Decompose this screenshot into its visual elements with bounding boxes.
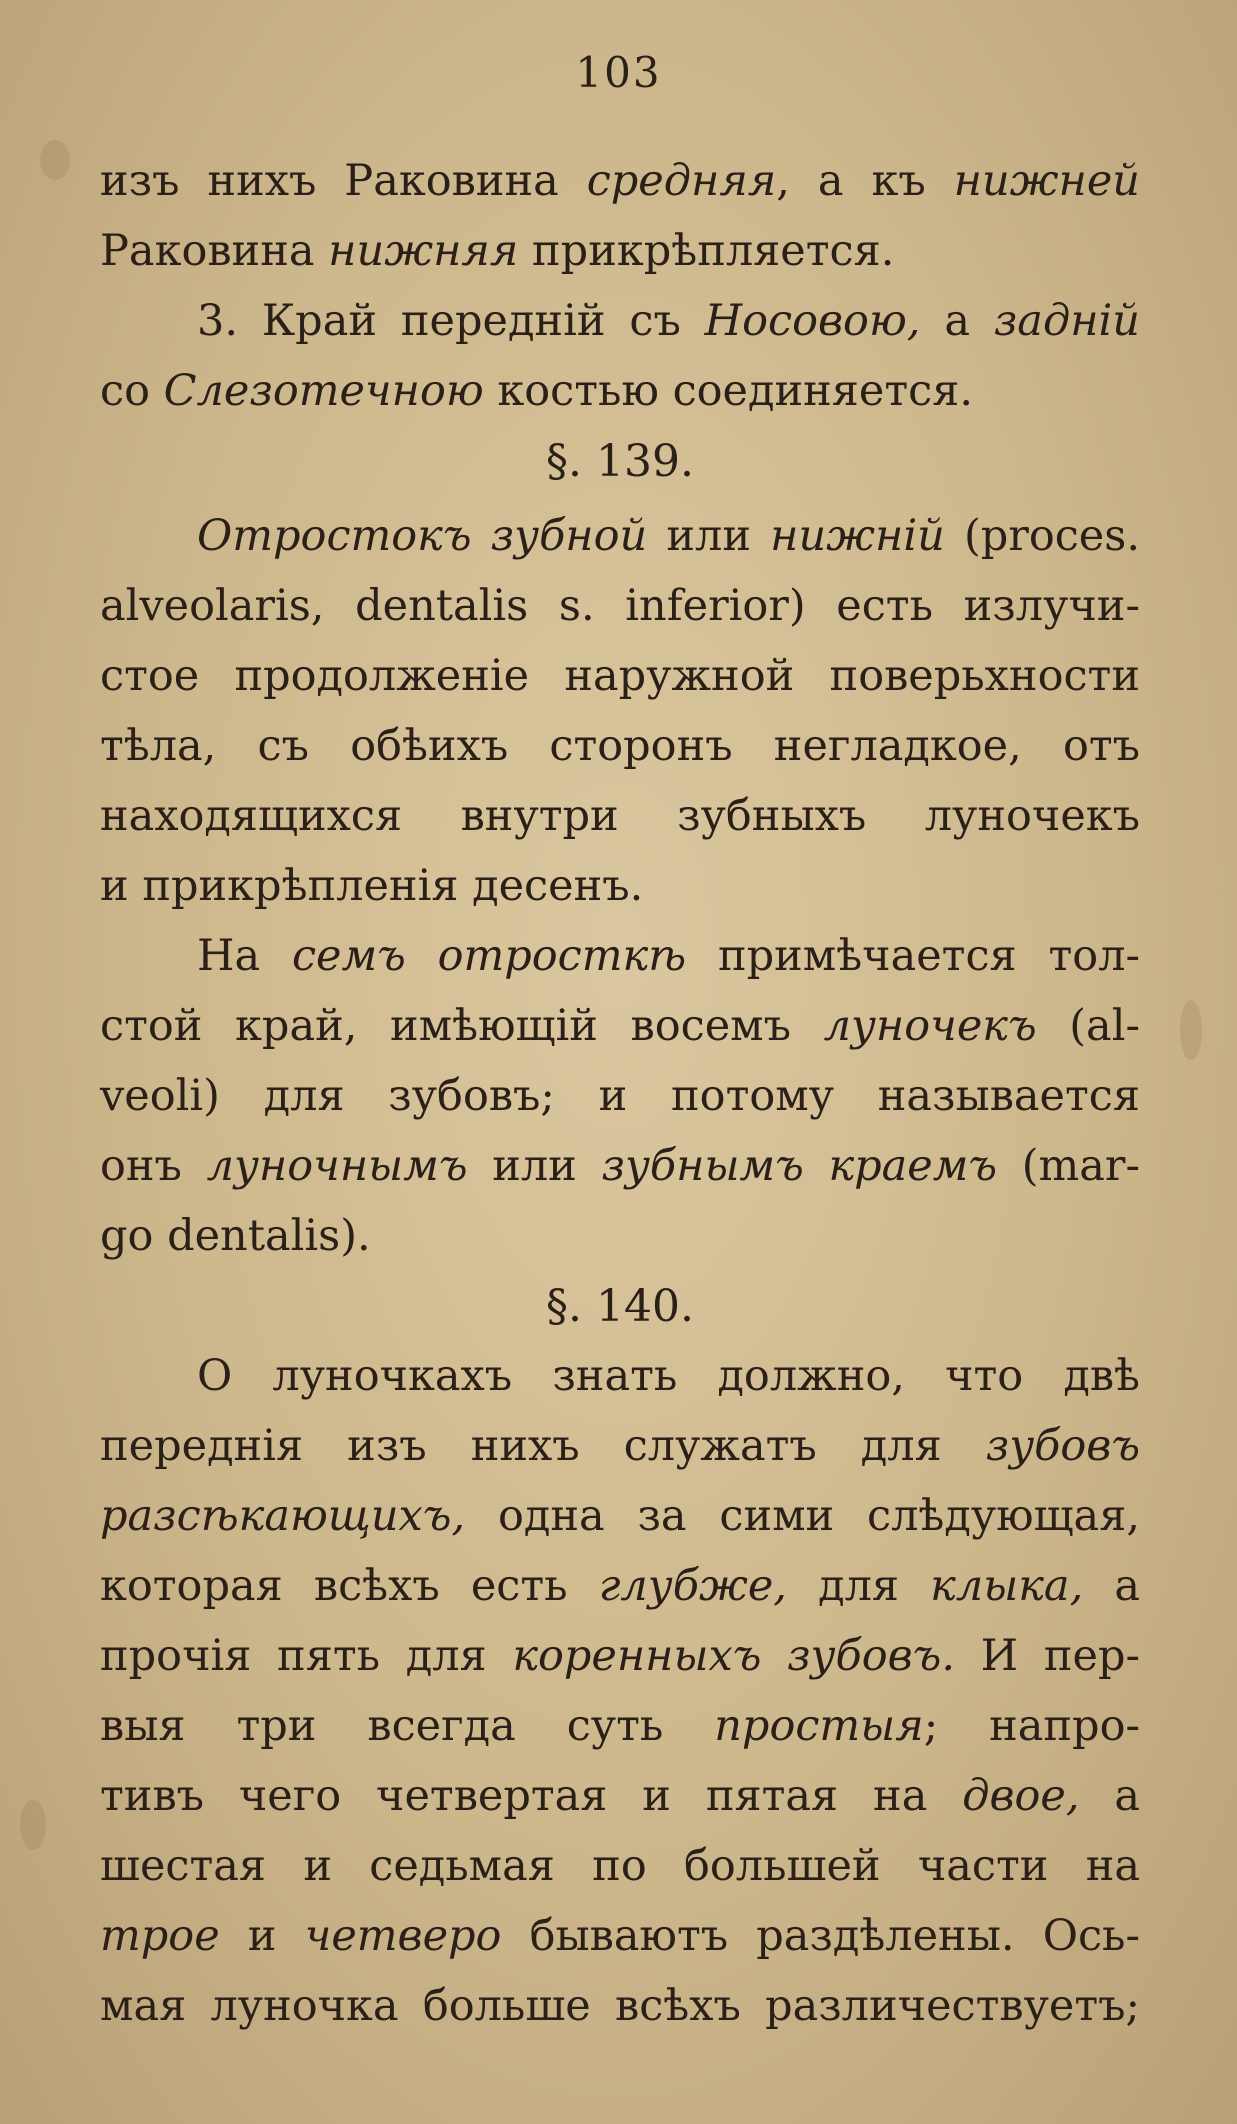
text-run: находящихся внутри зубныхъ луночекъ	[100, 791, 1140, 841]
text-run: стое продолженіе наружной поверьхности	[100, 651, 1140, 701]
text-run: §. 139.	[546, 436, 694, 487]
text-run: тивъ чего четвертая и пятая на	[100, 1771, 963, 1821]
text-line	[100, 1421, 1140, 1471]
italic-term: семъ отросткѣ	[291, 931, 687, 981]
text-run: и	[219, 1911, 305, 1961]
italic-term: нижней	[953, 156, 1140, 206]
text-run: или	[647, 511, 771, 561]
text-line	[100, 1771, 1141, 1821]
italic-term: разсѣкающихъ,	[100, 1491, 466, 1541]
text-line	[100, 1211, 1140, 1261]
italic-term: трое	[100, 1911, 220, 1961]
text-run: костью соединяется.	[483, 366, 974, 416]
text-run: примѣчается тол-	[686, 931, 1140, 981]
text-run: И пер-	[955, 1631, 1141, 1681]
text-line	[197, 931, 1140, 981]
text-line	[100, 581, 1140, 631]
text-run: переднія изъ нихъ служатъ для	[100, 1421, 986, 1471]
text-run: (proces.	[944, 511, 1140, 561]
italic-term: простыя	[714, 1701, 924, 1751]
text-run: Раковина	[100, 226, 329, 276]
text-run: одна за сими слѣдующая,	[465, 1491, 1140, 1541]
text-run: На	[197, 931, 292, 981]
text-run: выя три всегда суть	[100, 1701, 715, 1751]
text-line	[100, 791, 1140, 841]
text-line	[100, 1561, 1140, 1611]
text-line	[100, 721, 1140, 771]
text-line	[100, 226, 1140, 276]
text-run: тѣла, съ обѣихъ сторонъ негладкое, отъ	[100, 721, 1140, 771]
italic-term: зубовъ	[985, 1421, 1140, 1471]
text-run: §. 140.	[546, 1281, 694, 1332]
text-line	[100, 1701, 1141, 1751]
text-line	[100, 651, 1140, 701]
italic-term: луночнымъ	[206, 1141, 468, 1191]
text-run: (mar-	[997, 1141, 1140, 1191]
text-line	[100, 1491, 1140, 1541]
text-line	[100, 1911, 1140, 1961]
text-run: alveolaris, dentalis s. inferior) есть излучи-	[100, 581, 1140, 631]
text-line	[100, 1071, 1140, 1121]
text-run: и прикрѣпленія десенъ.	[100, 861, 644, 911]
section-heading	[100, 1281, 1140, 1332]
text-run: , а къ	[776, 156, 954, 206]
text-run: а	[1083, 1561, 1140, 1611]
text-run: стой край, имѣющій восемъ	[100, 1001, 824, 1051]
text-line	[100, 1001, 1140, 1051]
text-run: ; напро-	[923, 1701, 1141, 1751]
italic-term: зубнымъ краемъ	[601, 1141, 998, 1191]
text-run: изъ нихъ Раковина	[100, 156, 587, 206]
italic-term: четверо	[304, 1911, 502, 1961]
italic-term: средняя	[586, 156, 777, 206]
text-line	[100, 156, 1140, 206]
italic-term: глубже,	[598, 1561, 787, 1611]
text-run: прикрѣпляется.	[518, 226, 895, 276]
text-run: go dentalis).	[100, 1211, 371, 1261]
text-run: прочія пять для	[100, 1631, 513, 1681]
text-line	[197, 1351, 1140, 1401]
text-run: или	[467, 1141, 602, 1191]
text-line	[100, 1981, 1140, 2031]
text-run: (al-	[1036, 1001, 1140, 1051]
italic-term: Отростокъ зубной	[197, 511, 648, 561]
text-run: мая луночка больше всѣхъ различествуетъ;	[100, 1981, 1140, 2031]
italic-term: двое,	[962, 1771, 1080, 1821]
text-run: для	[786, 1561, 931, 1611]
italic-term: Слезотечною	[163, 366, 484, 416]
text-run: а	[1079, 1771, 1141, 1821]
text-run: которая всѣхъ есть	[100, 1561, 599, 1611]
text-run: О луночкахъ знать должно, что двѣ	[197, 1351, 1140, 1401]
italic-term: задній	[993, 296, 1140, 346]
text-line	[100, 1141, 1140, 1191]
italic-term: Носовою,	[704, 296, 921, 346]
page-number: 103	[575, 48, 662, 97]
italic-term: луночекъ	[823, 1001, 1037, 1051]
text-line	[197, 511, 1140, 561]
text-run: шестая и седьмая по большей части на	[100, 1841, 1140, 1891]
text-run: veoli) для зубовъ; и потому называется	[100, 1071, 1140, 1121]
text-run: а	[920, 296, 994, 346]
text-line	[197, 296, 1140, 346]
text-line	[100, 1841, 1140, 1891]
text-run: со	[100, 366, 164, 416]
section-heading	[100, 436, 1140, 487]
text-line	[100, 1631, 1141, 1681]
italic-term: нижняя	[328, 226, 519, 276]
text-run: онъ	[100, 1141, 207, 1191]
italic-term: нижній	[770, 511, 945, 561]
text-run: бываютъ раздѣлены. Ось-	[501, 1911, 1140, 1961]
text-line	[100, 366, 1140, 416]
italic-term: коренныхъ зубовъ.	[512, 1631, 955, 1681]
italic-term: клыка,	[930, 1561, 1084, 1611]
text-run: 3. Край передній съ	[197, 296, 705, 346]
text-line	[100, 861, 1140, 911]
